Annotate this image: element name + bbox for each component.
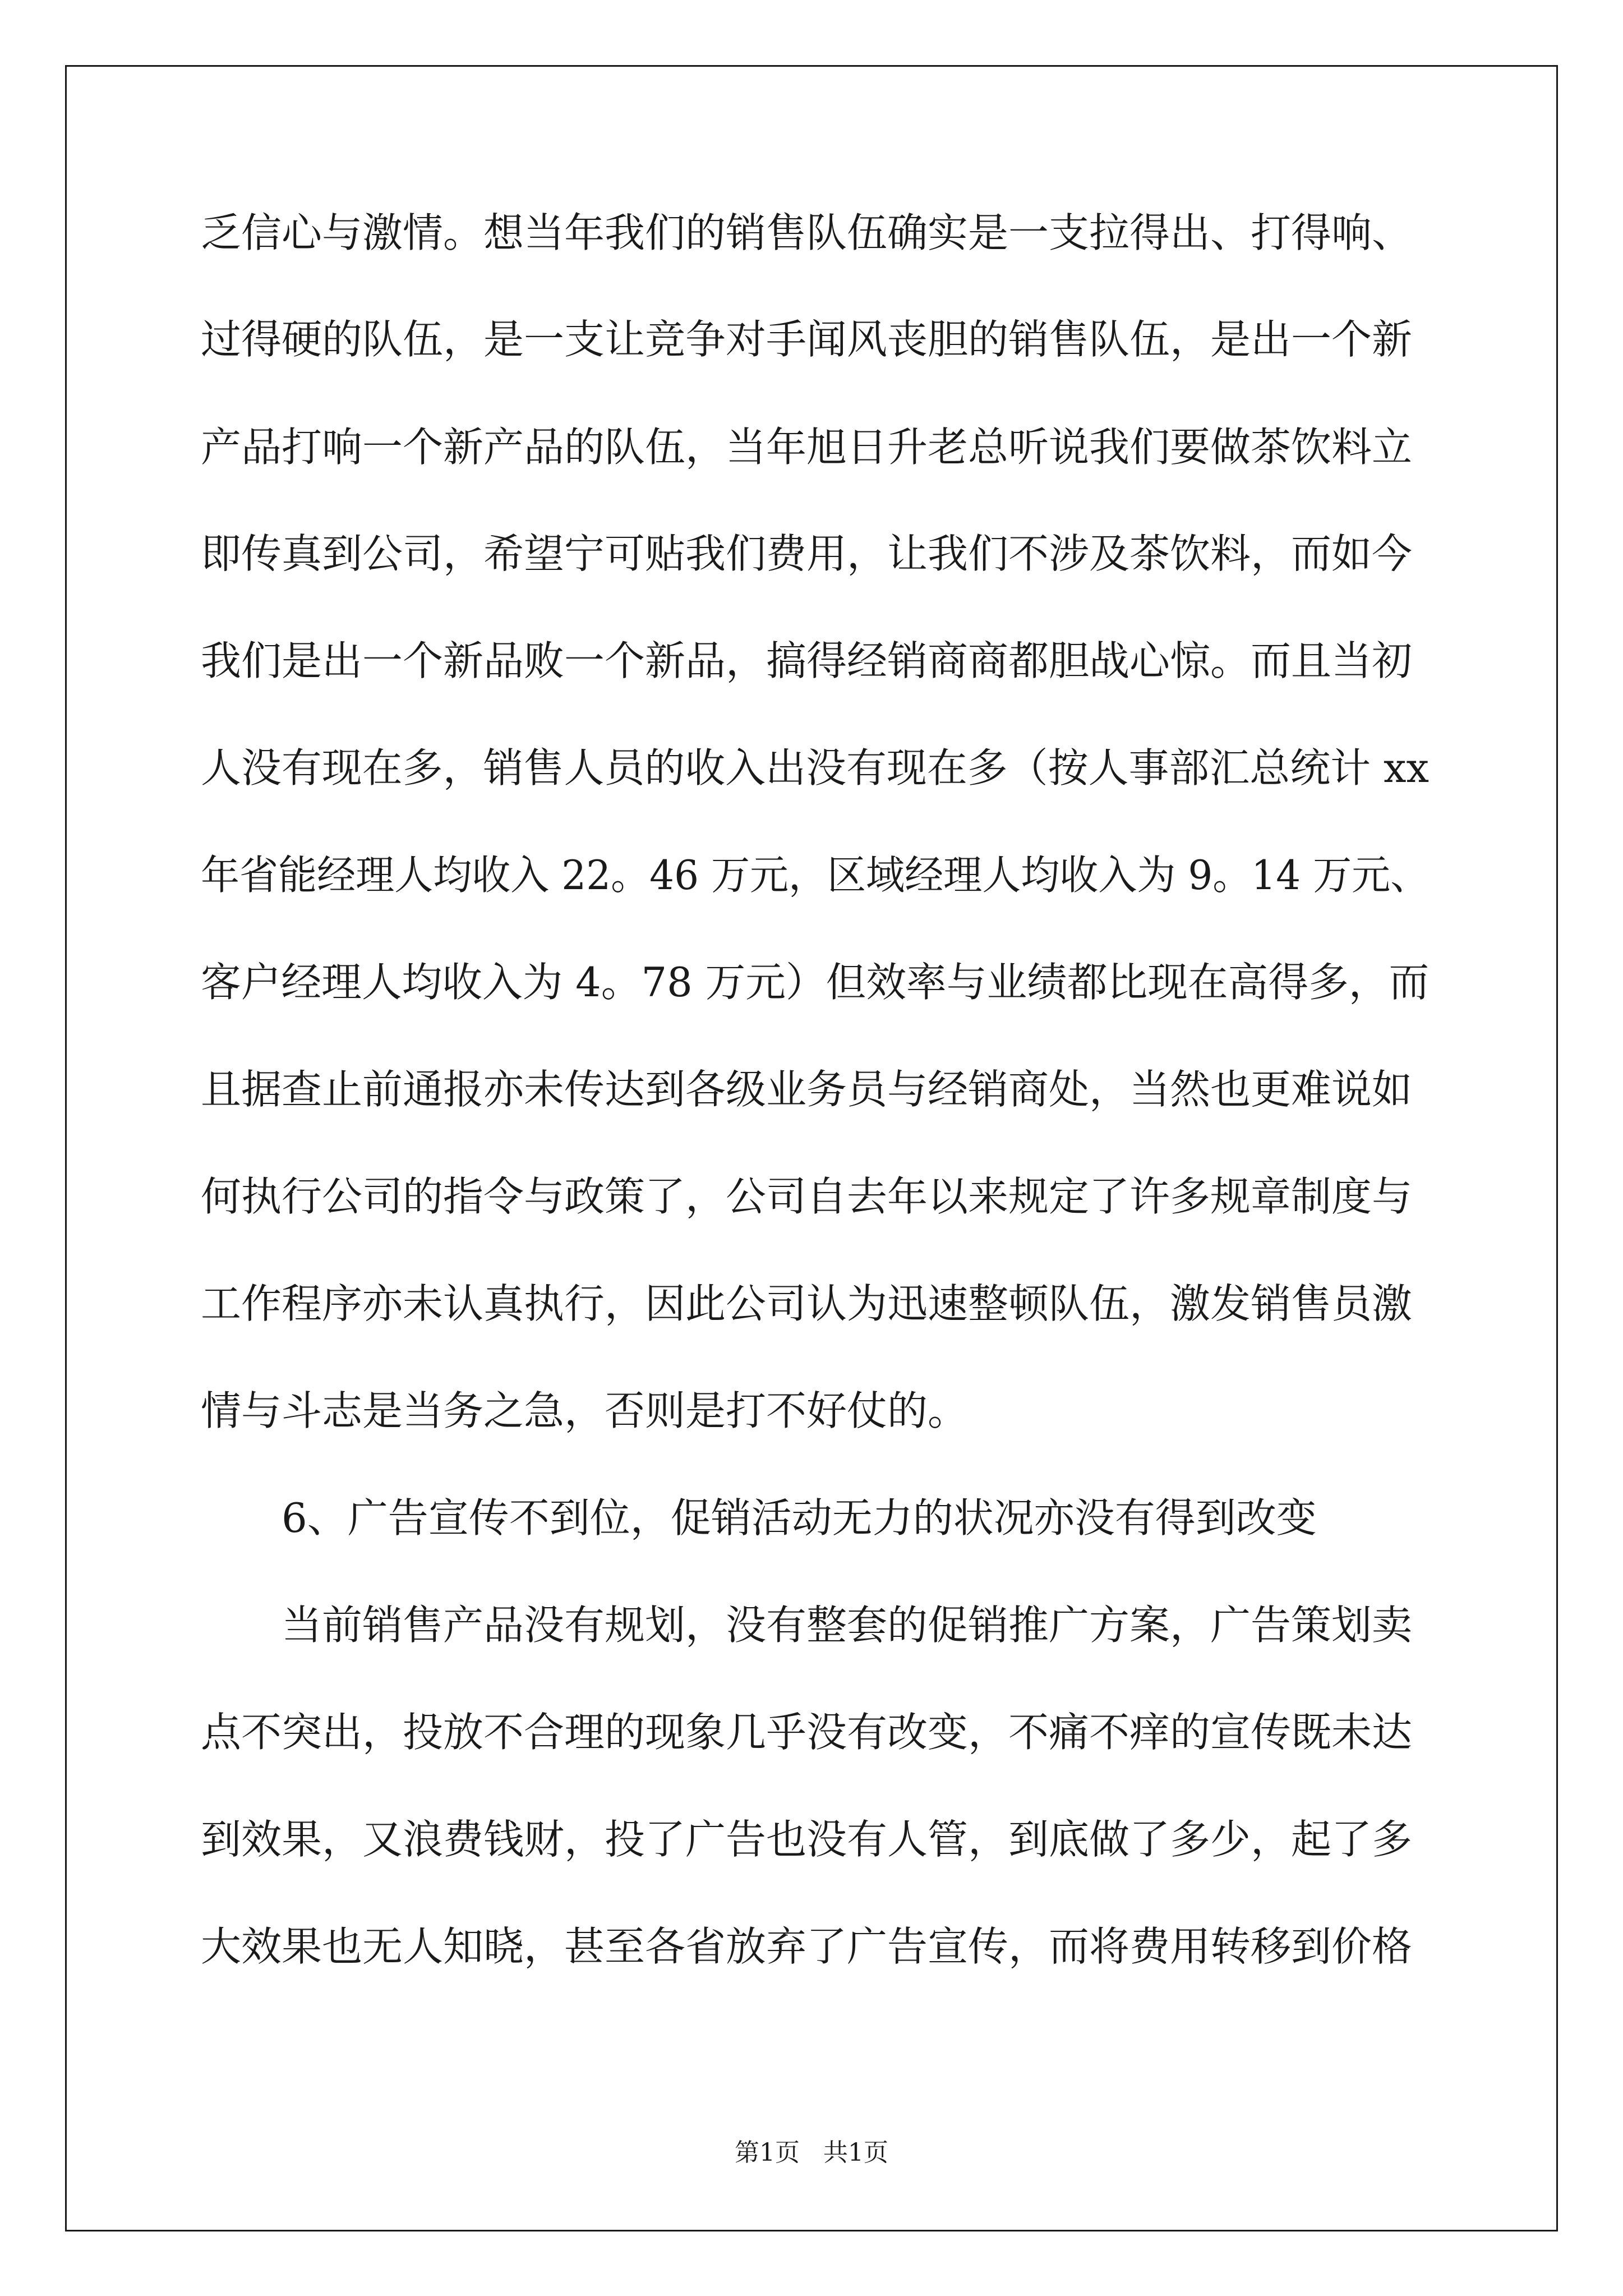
text-line: 即传真到公司，希望宁可贴我们费用，让我们不涉及茶饮料，而如今 (201, 530, 1413, 577)
text-line: 大效果也无人知晓，甚至各省放弃了广告宣传，而将费用转移到价格 (201, 1923, 1413, 1970)
text-line: 乏信心与激情。想当年我们的销售队伍确实是一支拉得出、打得响、 (201, 209, 1413, 256)
page-border (65, 65, 1558, 2231)
text-line: 情与斗志是当务之急，否则是打不好仗的。 (201, 1387, 969, 1434)
section-heading: 6、广告宣传不到位，促销活动无力的状况亦没有得到改变 (282, 1494, 1317, 1542)
text-line: 点不突出，投放不合理的现象几乎没有改变，不痛不痒的宣传既未达 (201, 1709, 1413, 1756)
text-line: 年省能经理人均收入 22。46 万元，区域经理人均收入为 9。14 万元、 (201, 852, 1430, 899)
text-line: 当前销售产品没有规划，没有整套的促销推广方案，广告策划卖 (282, 1602, 1413, 1649)
text-line: 过得硬的队伍，是一支让竞争对手闻风丧胆的销售队伍，是出一个新 (201, 316, 1413, 363)
text-line: 且据查止前通报亦未传达到各级业务员与经销商处，当然也更难说如 (201, 1066, 1413, 1113)
text-line: 产品打响一个新产品的队伍，当年旭日升老总听说我们要做茶饮料立 (201, 424, 1413, 471)
text-line: 我们是出一个新品败一个新品，搞得经销商商都胆战心惊。而且当初 (201, 637, 1413, 684)
text-line: 客户经理人均收入为 4。78 万元）但效率与业绩都比现在高得多，而 (201, 959, 1430, 1006)
text-line: 工作程序亦未认真执行，因此公司认为迅速整顿队伍，激发销售员激 (201, 1280, 1413, 1327)
text-line: 何执行公司的指令与政策了，公司自去年以来规定了许多规章制度与 (201, 1173, 1413, 1220)
page-footer: 第1页 共1页 (735, 2138, 888, 2167)
text-line: 到效果，又浪费钱财，投了广告也没有人管，到底做了多少，起了多 (201, 1816, 1413, 1863)
text-line: 人没有现在多，销售人员的收入出没有现在多（按人事部汇总统计 xx (201, 744, 1430, 792)
